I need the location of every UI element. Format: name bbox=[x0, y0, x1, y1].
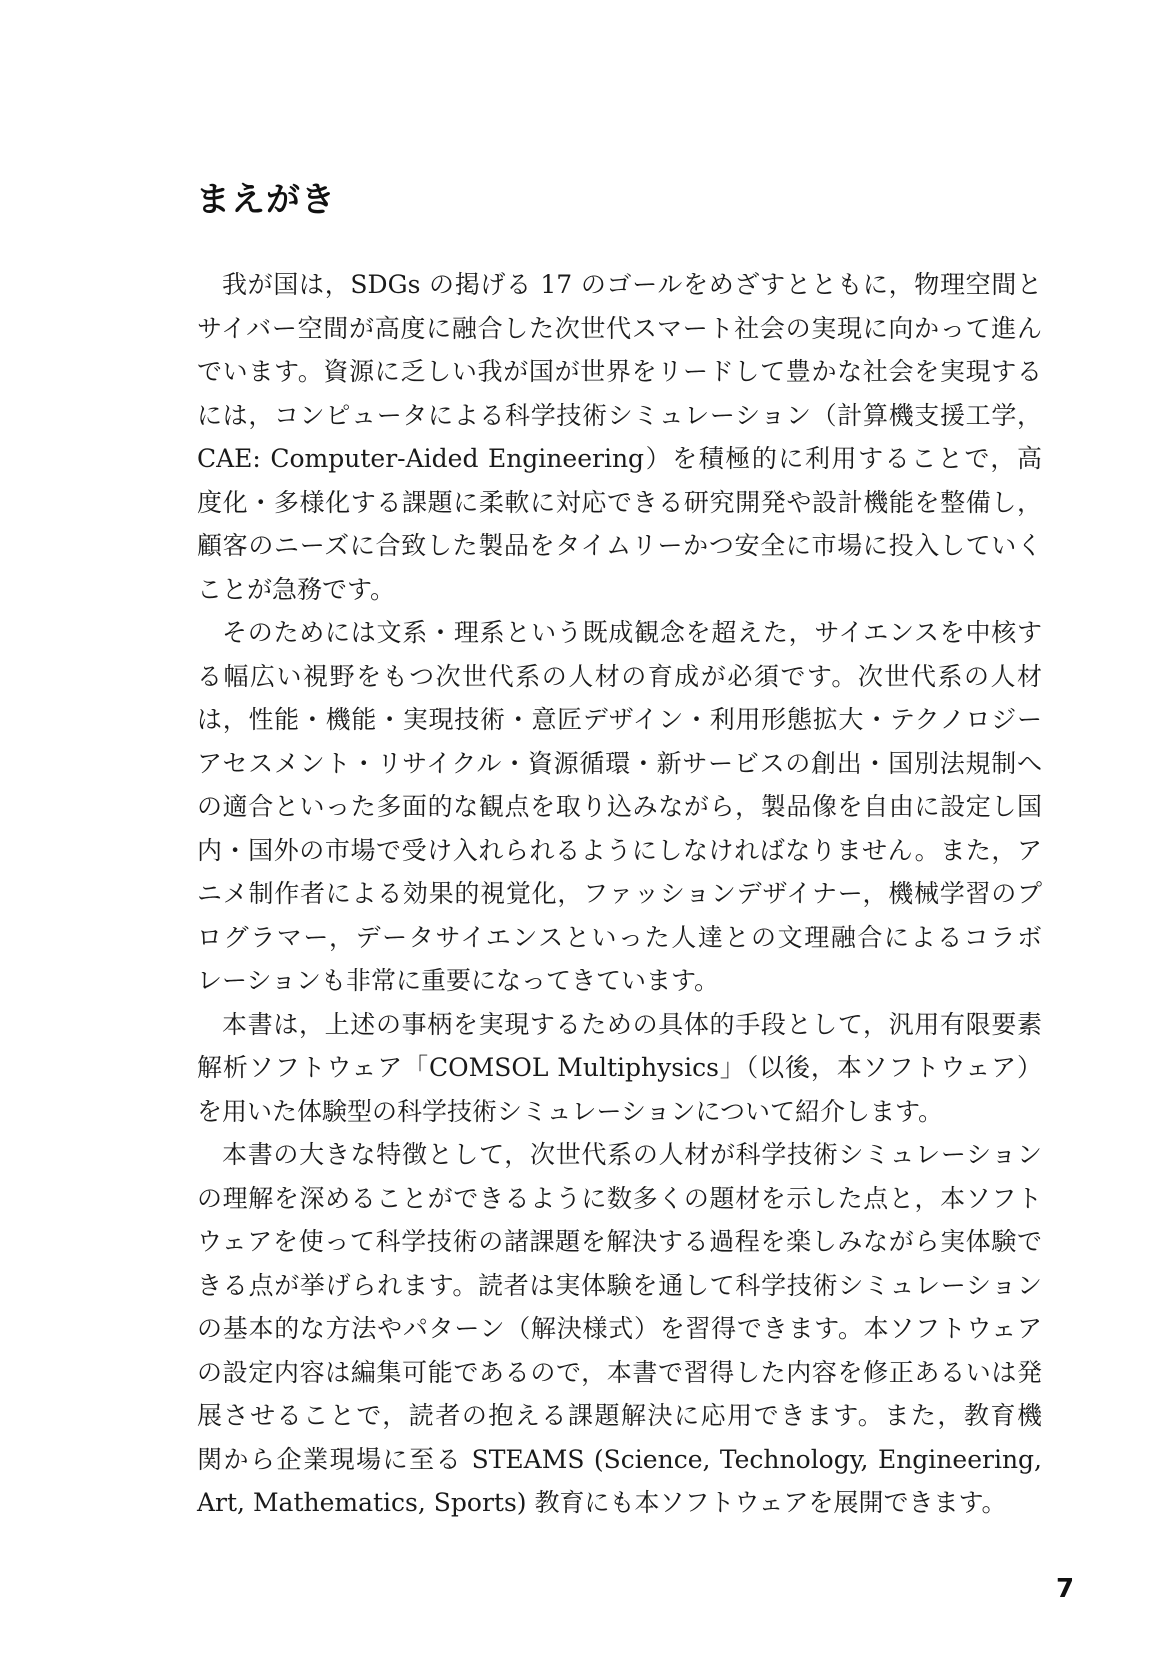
text-line: きる点が挙げられます。読者は実体験を通して科学技術シミュレーション bbox=[197, 1270, 1042, 1300]
text-line: ことが急務です。 bbox=[197, 574, 396, 604]
text-line: 本書は，上述の事柄を実現するための具体的手段として，汎用有限要素 bbox=[222, 1009, 1042, 1039]
text-line: サイバー空間が高度に融合した次世代スマート社会の実現に向かって進ん bbox=[197, 313, 1042, 343]
text-line: の設定内容は編集可能であるので，本書で習得した内容を修正あるいは発 bbox=[197, 1357, 1042, 1387]
text-line: そのためには文系・理系という既成観念を超えた，サイエンスを中核す bbox=[222, 618, 1042, 647]
text-line: ウェアを使って科学技術の諸課題を解決する過程を楽しみながら実体験で bbox=[197, 1227, 1042, 1256]
text-line: る幅広い視野をもつ次世代系の人材の育成が必須です。次世代系の人材 bbox=[197, 661, 1042, 691]
text-line: は，性能・機能・実現技術・意匠デザイン・利用形態拡大・テクノロジー bbox=[197, 705, 1042, 734]
text-line: を用いた体験型の科学技術シミュレーションについて紹介します。 bbox=[197, 1096, 944, 1126]
text-line: 我が国は，SDGs の掲げる 17 のゴールをめざすとともに，物理空間と bbox=[222, 270, 1043, 299]
text-line: ログラマー，データサイエンスといった人達との文理融合によるコラボ bbox=[197, 922, 1042, 952]
text-line: アセスメント・リサイクル・資源循環・新サービスの創出・国別法規制へ bbox=[197, 748, 1042, 778]
text-line: の基本的な方法やパターン（解決様式）を習得できます。本ソフトウェア bbox=[197, 1314, 1042, 1343]
page-heading: まえがき bbox=[196, 180, 336, 220]
text-line: 内・国外の市場で受け入れられるようにしなければなりません。また，ア bbox=[197, 835, 1042, 865]
text-line: 度化・多様化する課題に柔軟に対応できる研究開発や設計機能を整備し， bbox=[197, 487, 1042, 517]
text-line: には，コンピュータによる科学技術シミュレーション（計算機支援工学， bbox=[197, 400, 1042, 430]
text-line: 関から企業現場に至る STEAMS (Science, Technology, Engineering, bbox=[197, 1444, 1042, 1474]
page-number: 7 bbox=[1056, 1574, 1075, 1604]
paragraph bbox=[197, 1133, 1042, 1525]
text-line: Art, Mathematics, Sports) 教育にも本ソフトウェアを展開できます。 bbox=[197, 1488, 1007, 1517]
text-line: レーションも非常に重要になってきています。 bbox=[197, 966, 720, 995]
body-text bbox=[197, 263, 1042, 1525]
text-line: CAE: Computer-Aided Engineering）を積極的に利用することで，高 bbox=[197, 444, 1042, 473]
text-line: 解析ソフトウェア「COMSOL Multiphysics」（以後，本ソフトウェア） bbox=[197, 1053, 1042, 1082]
text-line: 展させることで，読者の抱える課題解決に応用できます。また，教育機 bbox=[197, 1401, 1042, 1430]
text-line: 本書の大きな特徴として，次世代系の人材が科学技術シミュレーション bbox=[222, 1140, 1042, 1169]
text-line: の適合といった多面的な観点を取り込みながら，製品像を自由に設定し国 bbox=[197, 792, 1042, 821]
text-line: ニメ制作者による効果的視覚化，ファッションデザイナー，機械学習のプ bbox=[197, 879, 1042, 908]
text-line: 顧客のニーズに合致した製品をタイムリーかつ安全に市場に投入していく bbox=[197, 531, 1042, 560]
paragraph bbox=[197, 1003, 1042, 1134]
text-line: の理解を深めることができるように数多くの題材を示した点と，本ソフト bbox=[197, 1183, 1042, 1213]
text-line: でいます。資源に乏しい我が国が世界をリードして豊かな社会を実現する bbox=[197, 357, 1042, 386]
paragraph bbox=[197, 263, 1042, 611]
paragraph bbox=[197, 611, 1042, 1003]
